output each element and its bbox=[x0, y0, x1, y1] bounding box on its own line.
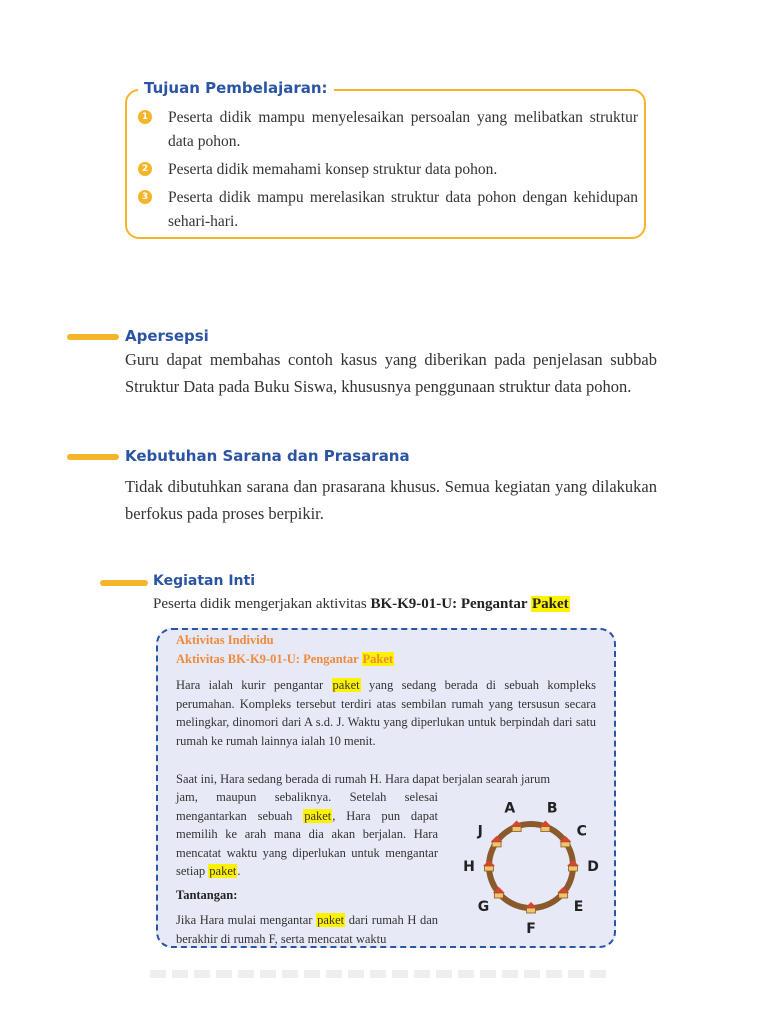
house-icon bbox=[483, 860, 495, 871]
text: jam, maupun sebaliknya. Setelah selesai mengantarkan sebuah bbox=[176, 790, 438, 823]
activity-paragraph-1 bbox=[176, 676, 596, 750]
section-title-apersepsi: Apersepsi bbox=[125, 327, 209, 345]
section-bar bbox=[67, 454, 119, 460]
highlight: Paket bbox=[531, 596, 569, 612]
highlight: paket bbox=[209, 864, 237, 878]
number-badge: 2 bbox=[138, 162, 152, 176]
house-label: F bbox=[526, 921, 536, 937]
house-label: C bbox=[576, 823, 587, 840]
objective-text: Peserta didik mampu merelasikan struktur data pohon dengan kehidupan sehari-hari. bbox=[168, 189, 638, 230]
subtitle-prefix: Aktivitas BK-K9-01-U: Pengantar bbox=[176, 652, 362, 666]
activity-paragraph-2-line1: Saat ini, Hara sedang berada di rumah H. Hara dapat berjalan searah jarum bbox=[176, 772, 551, 786]
text: dari rumah H dan berakhir di rumah F, serta mencatat waktu bbox=[176, 913, 438, 946]
objectives-list bbox=[138, 106, 638, 238]
house-circle-diagram bbox=[458, 790, 608, 940]
text: , Hara pun dapat memilih ke arah mana dia akan berjalan. Hara mencatat waktu yang diperlukan untuk mengantar setiap bbox=[176, 808, 438, 878]
text: Hara ialah kurir pengantar bbox=[176, 678, 332, 692]
highlight: paket bbox=[317, 913, 345, 927]
highlight: Paket bbox=[362, 652, 394, 666]
objective-item bbox=[138, 186, 638, 234]
house-label: E bbox=[573, 898, 584, 915]
objective-item bbox=[138, 158, 638, 182]
intro-prefix: Peserta didik mengerjakan aktivitas bbox=[153, 596, 371, 612]
highlight: paket bbox=[304, 808, 332, 823]
objective-text: Peserta didik mampu menyelesaikan persoalan yang melibatkan struktur data pohon. bbox=[168, 109, 638, 150]
apersepsi-body: Guru dapat membahas contoh kasus yang diberikan pada penjelasan subbab Struktur Data pada Buku Siswa, khususnya penggunaan struktur data pohon. bbox=[125, 350, 657, 396]
section-bar bbox=[100, 580, 148, 586]
sarana-body: Tidak dibutuhkan sarana dan prasarana khusus. Semua kegiatan yang dilakukan berfokus pada proses berpikir. bbox=[125, 477, 657, 523]
text: yang sedang berada di sebuah kompleks perumahan. Kompleks tersebut terdiri atas sembilan rumah yang tersusun secara melingkar, dinomori dari A s.d. J. Waktu yang diperlukan untuk berpindah dari satu rumah ke rumah lainnya ialah 10 menit. bbox=[176, 678, 597, 748]
house-icon bbox=[567, 860, 579, 871]
house-label: D bbox=[587, 859, 599, 875]
text: . bbox=[237, 864, 241, 878]
challenge-paragraph bbox=[176, 911, 438, 948]
house-icon bbox=[525, 902, 537, 913]
number-badge: 1 bbox=[138, 110, 152, 124]
objectives-title: Tujuan Pembelajaran: bbox=[138, 79, 334, 97]
text: Jika Hara mulai mengantar bbox=[176, 913, 317, 927]
number-badge: 3 bbox=[138, 190, 152, 204]
intro-code: BK-K9-01-U: Pengantar bbox=[370, 596, 531, 612]
objective-item bbox=[138, 106, 638, 154]
house-label: A bbox=[504, 800, 516, 817]
house-label: G bbox=[477, 898, 490, 915]
house-label: H bbox=[463, 859, 475, 875]
activity-intro bbox=[153, 596, 570, 613]
challenge-title: Tantangan: bbox=[176, 888, 238, 902]
objective-text: Peserta didik memahami konsep struktur data pohon. bbox=[168, 161, 498, 178]
section-title-sarana: Kebutuhan Sarana dan Prasarana bbox=[125, 447, 410, 465]
activity-subtitle bbox=[176, 652, 394, 667]
house-label: J bbox=[477, 823, 483, 840]
section-title-inti: Kegiatan Inti bbox=[153, 573, 256, 589]
cut-off-text-line bbox=[150, 970, 610, 978]
highlight: paket bbox=[332, 678, 360, 692]
section-bar bbox=[67, 334, 119, 340]
activity-box bbox=[156, 628, 616, 948]
activity-paragraph-2 bbox=[176, 788, 438, 881]
house-label: B bbox=[546, 800, 558, 817]
activity-label: Aktivitas Individu bbox=[176, 633, 274, 647]
